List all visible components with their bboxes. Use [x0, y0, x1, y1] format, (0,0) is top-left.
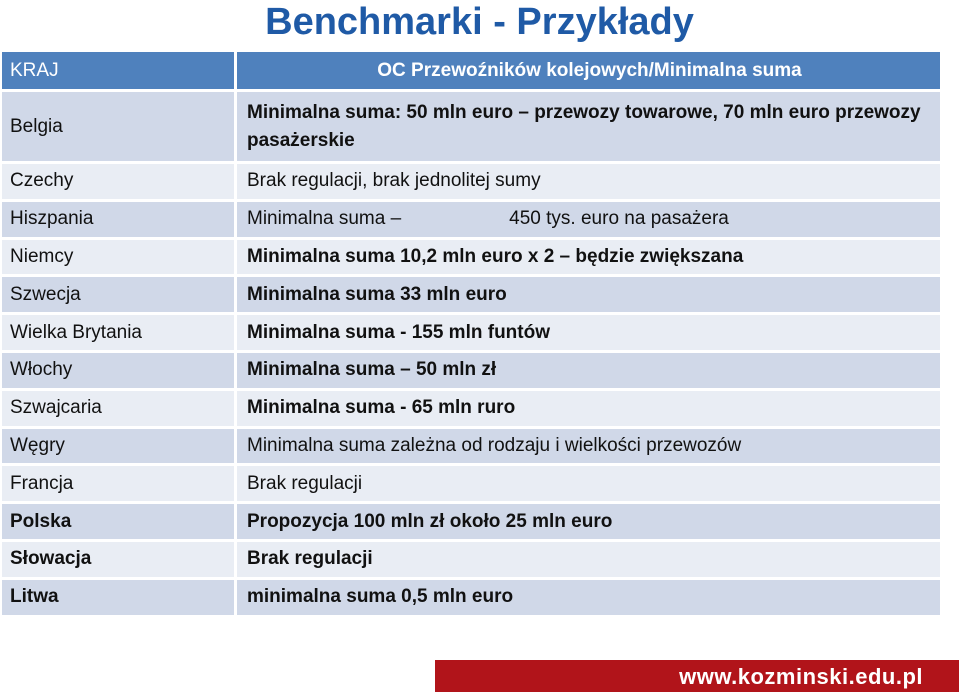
row-country: Niemcy	[2, 240, 237, 278]
table-row	[2, 429, 940, 467]
row-value: Minimalna suma 10,2 mln euro x 2 – będzie zwiększana	[237, 240, 940, 278]
header-value: OC Przewoźników kolejowych/Minimalna suma	[237, 52, 940, 92]
row-value: Minimalna suma 33 mln euro	[237, 277, 940, 315]
benchmark-table	[2, 52, 940, 618]
table-row	[2, 240, 940, 278]
row-country: Czechy	[2, 164, 237, 202]
row-country: Słowacja	[2, 542, 237, 580]
table-row	[2, 92, 940, 164]
row-value: Brak regulacji	[237, 466, 940, 504]
slide-title: Benchmarki - Przykłady	[265, 1, 694, 43]
table-row	[2, 580, 940, 618]
table-row	[2, 315, 940, 353]
row-value: Brak regulacji	[237, 542, 940, 580]
row-country: Szwecja	[2, 277, 237, 315]
row-value: Brak regulacji, brak jednolitej sumy	[237, 164, 940, 202]
row-value: Minimalna suma – 50 mln zł	[237, 353, 940, 391]
row-value-b: 450 tys. euro na pasażera	[509, 208, 729, 230]
row-country: Belgia	[2, 92, 237, 164]
table-row	[2, 542, 940, 580]
row-value: Propozycja 100 mln zł około 25 mln euro	[237, 504, 940, 542]
row-country: Francja	[2, 466, 237, 504]
table-row	[2, 466, 940, 504]
row-value: Minimalna suma zależna od rodzaju i wielkości przewozów	[237, 429, 940, 467]
table-row	[2, 504, 940, 542]
table-row	[2, 353, 940, 391]
row-country: Włochy	[2, 353, 237, 391]
table-header-row	[2, 52, 940, 92]
footer-banner	[435, 660, 959, 692]
row-value: Minimalna suma - 65 mln ruro	[237, 391, 940, 429]
row-country: Litwa	[2, 580, 237, 618]
row-country: Polska	[2, 504, 237, 542]
row-country: Wielka Brytania	[2, 315, 237, 353]
row-value-a: Minimalna suma –	[247, 208, 402, 230]
table-row	[2, 391, 940, 429]
footer-url[interactable]: www.kozminski.edu.pl	[679, 664, 923, 689]
row-value: Minimalna suma - 155 mln funtów	[237, 315, 940, 353]
row-country: Szwajcaria	[2, 391, 237, 429]
table-row	[2, 202, 940, 240]
table-row	[2, 164, 940, 202]
row-value: Minimalna suma: 50 mln euro – przewozy towarowe, 70 mln euro przewozy pasażerskie	[237, 92, 940, 164]
table-row	[2, 277, 940, 315]
row-value	[237, 202, 940, 240]
header-country: KRAJ	[2, 52, 237, 92]
row-value: minimalna suma 0,5 mln euro	[237, 580, 940, 618]
row-country: Węgry	[2, 429, 237, 467]
row-country: Hiszpania	[2, 202, 237, 240]
